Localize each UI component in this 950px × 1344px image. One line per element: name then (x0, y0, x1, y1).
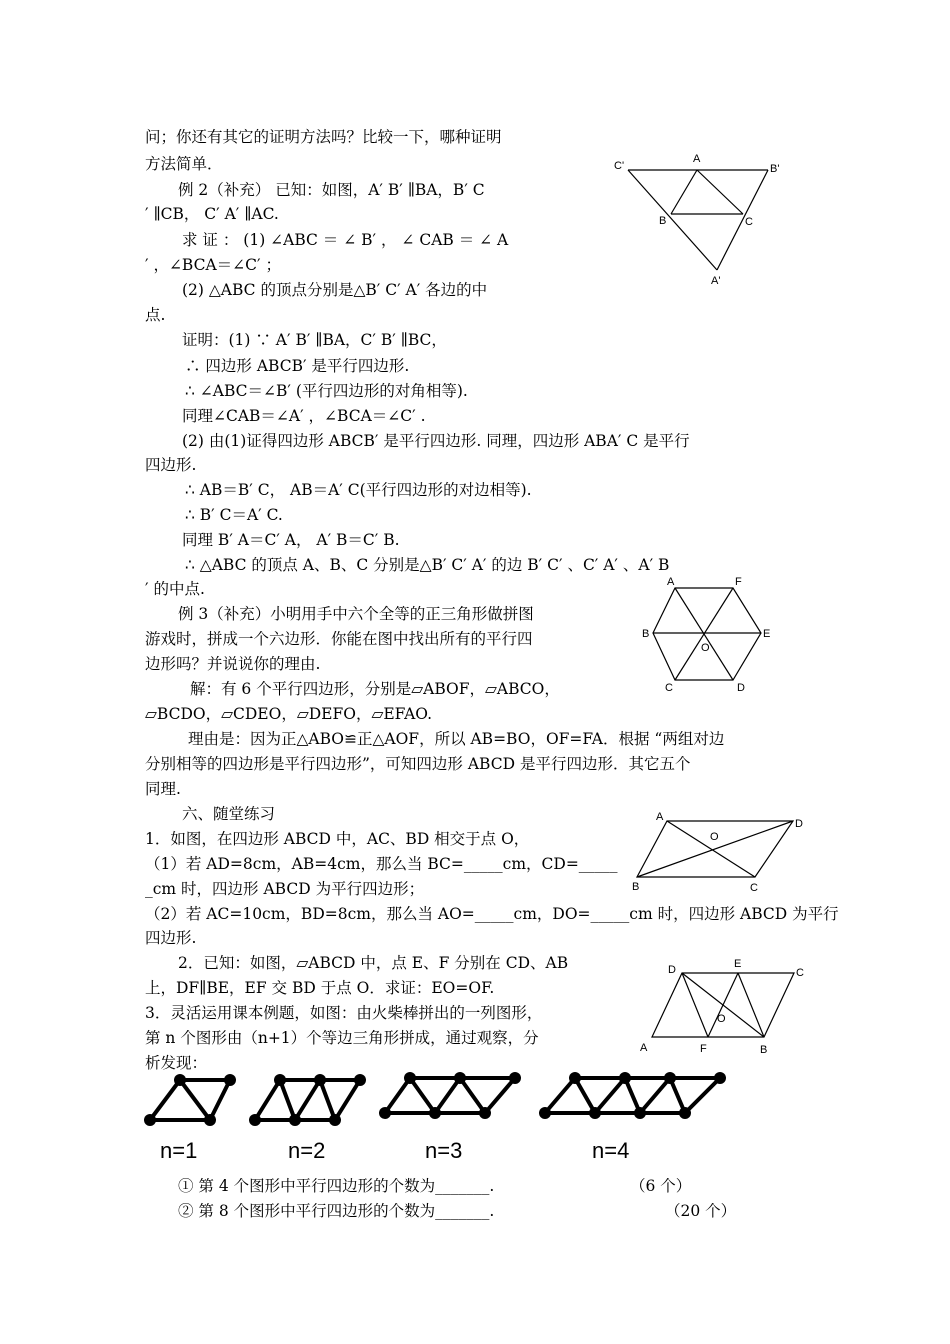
text-line: （1）若 AD=8cm，AB=4cm，那么当 BC=_____cm，CD=_____ (145, 855, 618, 873)
text-line: (2) 由(1)证得四边形 ABCB′ 是平行四边形. 同理，四边形 ABA′ C 是平行 (182, 432, 690, 450)
label-b: B (632, 881, 640, 893)
answer-text: （6 个） (630, 1177, 692, 1195)
text-line: 求 证 ： (1) ∠ABC ＝ ∠ B′ ， ∠ CAB ＝ ∠ A (182, 231, 509, 249)
text-line: 析发现： (145, 1054, 208, 1072)
text-line: 2．已知：如图，▱ABCD 中，点 E、F 分别在 CD、AB (178, 954, 569, 972)
text-line: 1．如图，在四边形 ABCD 中，AC、BD 相交于点 O， (145, 830, 530, 848)
question-line: ① 第 4 个图形中平行四边形的个数为_______. (178, 1177, 495, 1195)
label-d: D (795, 818, 803, 830)
text-line: 游戏时，拼成一个六边形．你能在图中找出所有的平行四 (145, 630, 533, 648)
text-line: 理由是：因为正△ABO≌正△AOF，所以 AB=BO，OF=FA．根据 “两组对边 (188, 730, 725, 748)
label-b-prime: B' (770, 163, 780, 175)
text-line: ′ 的中点. (145, 580, 205, 598)
text-line: 同理∠CAB＝∠A′ ，∠BCA＝∠C′ . (182, 407, 426, 425)
label-d: D (737, 682, 745, 694)
label-a: A (656, 811, 664, 823)
text-line: ∴ AB＝B′ C， AB＝A′ C(平行四边形的对边相等). (185, 481, 532, 499)
text-line: 上，DF∥BE，EF 交 BD 于点 O．求证：EO=OF. (145, 979, 495, 997)
label-c: C (665, 682, 673, 694)
section-heading: 六、随堂练习 (182, 805, 276, 823)
label-c: C (745, 216, 753, 228)
label-e: E (763, 628, 771, 640)
question-line: ② 第 8 个图形中平行四边形的个数为_______. (178, 1202, 495, 1220)
text-line: 解：有 6 个平行四边形，分别是▱ABOF，▱ABCO， (190, 680, 560, 698)
text-line: 例 3（补充）小明用手中六个全等的正三角形做拼图 (178, 605, 534, 623)
label-d: D (668, 964, 676, 976)
text-line: 方法简单． (145, 155, 223, 173)
figure-hexagon (635, 570, 785, 700)
figure-triangle-midpoints (600, 140, 800, 290)
text-line: ∴ △ABC 的顶点 A、B、C 分别是△B′ C′ A′ 的边 B′ C′ 、C′ A′ 、A′ B (185, 556, 670, 574)
text-line: 四边形. (145, 456, 197, 474)
label-n3: n=3 (425, 1138, 463, 1163)
text-line: 3．灵活运用课本例题，如图：由火柴棒拼出的一列图形， (145, 1004, 543, 1022)
text-line: ∴ 四边形 ABCB′ 是平行四边形. (185, 357, 410, 375)
text-line: 边形吗？并说说你的理由. (145, 655, 321, 673)
figure-parallelogram-diagonals (625, 805, 815, 895)
text-line: 分别相等的四边形是平行四边形”，可知四边形 ABCD 是平行四边形．其它五个 (145, 755, 691, 773)
text-line: _cm 时，四边形 ABCD 为平行四边形； (145, 880, 425, 898)
label-b: B (659, 215, 667, 227)
text-line: 同理 B′ A＝C′ A， A′ B＝C′ B. (182, 531, 400, 549)
label-n1: n=1 (160, 1138, 198, 1163)
text-line: 同理. (145, 780, 181, 798)
text-line: 四边形. (145, 929, 197, 947)
text-line: 例 2（补充） 已知：如图，A′ B′ ∥BA，B′ C (178, 181, 485, 199)
text-line: 问；你还有其它的证明方法吗？比较一下，哪种证明 (145, 128, 502, 146)
text-line: 第 n 个图形由（n+1）个等边三角形拼成，通过观察，分 (145, 1029, 539, 1047)
label-a-prime: A' (711, 275, 721, 287)
label-b: B (760, 1044, 768, 1056)
text-line: ′ ，∠BCA＝∠C′ ； (145, 256, 281, 274)
label-b: B (642, 628, 650, 640)
text-line: ′ ∥CB， C′ A′ ∥AC. (145, 205, 279, 223)
label-f: F (735, 576, 742, 588)
label-o: O (710, 831, 719, 843)
text-line: （2）若 AC=10cm，BD=8cm，那么当 AO=_____cm，DO=_____cm 时，四边形 ABCD 为平行 (145, 905, 839, 923)
text-line: ∴ ∠ABC＝∠B′ (平行四边形的对角相等). (185, 382, 468, 400)
figure-matchsticks (140, 1068, 760, 1168)
text-line: ∴ B′ C＝A′ C. (185, 506, 283, 524)
text-line: 点. (145, 306, 166, 324)
label-a: A (667, 576, 675, 588)
label-o: O (701, 642, 710, 654)
label-c: C (796, 967, 804, 979)
label-a: A (693, 153, 701, 165)
figure-parallelogram-ef (630, 955, 820, 1060)
label-a: A (640, 1042, 648, 1054)
label-n2: n=2 (288, 1138, 326, 1163)
label-c: C (750, 882, 758, 894)
text-line: 证明：(1) ∵ A′ B′ ∥BA，C′ B′ ∥BC， (182, 331, 447, 349)
label-o: O (717, 1013, 726, 1025)
label-e: E (734, 958, 742, 970)
answer-text: （20 个） (665, 1202, 737, 1220)
text-line: ▱BCDO，▱CDEO，▱DEFO，▱EFAO. (145, 705, 433, 723)
label-n4: n=4 (592, 1138, 630, 1163)
label-f: F (700, 1043, 707, 1055)
text-line: (2) △ABC 的顶点分别是△B′ C′ A′ 各边的中 (182, 281, 488, 299)
label-c-prime: C' (614, 160, 625, 172)
